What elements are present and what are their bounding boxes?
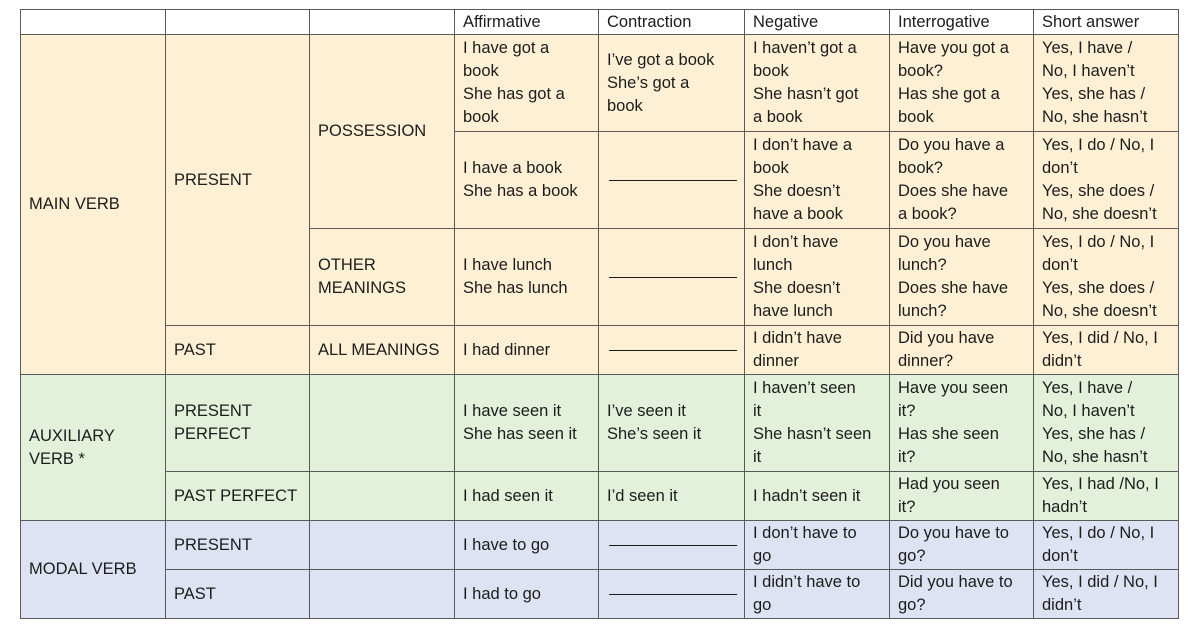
cell-short-answer xyxy=(1034,132,1179,229)
text-line: Do you have a xyxy=(898,136,1005,154)
tense-aux-present-perfect xyxy=(166,375,310,472)
header-contraction: Contraction xyxy=(599,10,745,35)
cell-negative xyxy=(745,326,890,375)
header-blank-meaning xyxy=(310,10,455,35)
text-line: Yes, she does / xyxy=(1042,279,1155,297)
cell-negative xyxy=(745,132,890,229)
cell-short-answer xyxy=(1034,472,1179,521)
text-line: I have lunch xyxy=(463,256,552,274)
cell-contraction-blank xyxy=(599,229,745,326)
text-line: Does she have xyxy=(898,182,1009,200)
cell-contraction-blank xyxy=(599,326,745,375)
meaning-blank xyxy=(310,570,455,619)
text-line: I had to go xyxy=(463,584,541,603)
cell-short-answer xyxy=(1034,375,1179,472)
meaning-blank xyxy=(310,472,455,521)
meaning-all-meanings xyxy=(310,326,455,375)
text-line: it? xyxy=(898,402,916,420)
text-line: I didn’t have to xyxy=(753,573,861,591)
text-line: I have got a xyxy=(463,39,550,57)
text-line: Had you seen xyxy=(898,475,1000,493)
tense-aux-past-perfect xyxy=(166,472,310,521)
text-line: Did you have to xyxy=(898,573,1013,591)
text-line: book xyxy=(898,108,934,126)
cell-short-answer xyxy=(1034,229,1179,326)
tense-modal-past xyxy=(166,570,310,619)
text-line: Does she have xyxy=(898,279,1009,297)
text-line: I have a book xyxy=(463,159,563,177)
text-line: book xyxy=(463,62,499,80)
cell-contraction-blank xyxy=(599,570,745,619)
cell-interrogative xyxy=(890,132,1034,229)
header-blank-tense xyxy=(166,10,310,35)
text-line: I don’t have a xyxy=(753,136,853,154)
text-line: PRESENT PERFECT xyxy=(174,402,252,443)
text-line: have a book xyxy=(753,205,843,223)
group-main-verb: MAIN VERB xyxy=(21,35,166,375)
cell-interrogative xyxy=(890,35,1034,132)
text-line: I didn’t have xyxy=(753,329,842,347)
header-affirmative: Affirmative xyxy=(455,10,599,35)
text-line: She has lunch xyxy=(463,279,568,297)
text-line: Yes, she has / xyxy=(1042,425,1146,443)
text-line: didn’t xyxy=(1042,596,1082,614)
text-line: No, she doesn’t xyxy=(1042,205,1157,223)
text-line: She doesn’t xyxy=(753,182,841,200)
text-line: Yes, she has / xyxy=(1042,85,1146,103)
text-line: PAST PERFECT xyxy=(174,486,298,505)
cell-negative xyxy=(745,570,890,619)
text-line: book xyxy=(463,108,499,126)
text-line: No, I haven’t xyxy=(1042,62,1135,80)
text-line: go xyxy=(753,547,772,565)
text-line: I’ve seen it xyxy=(607,402,686,420)
table-row xyxy=(21,472,1179,521)
text-line: Yes, I do / No, I xyxy=(1042,136,1155,154)
text-line: don’t xyxy=(1042,256,1078,274)
text-line: AUXILIARY VERB * xyxy=(29,426,115,468)
text-line: Do you have xyxy=(898,233,991,251)
text-line: MODAL VERB xyxy=(29,560,137,578)
text-line: Has she got a xyxy=(898,85,1000,103)
text-line: book xyxy=(753,62,789,80)
text-line: go xyxy=(753,596,772,614)
text-line: OTHER MEANINGS xyxy=(318,256,407,297)
text-line: Has she seen xyxy=(898,425,999,443)
text-line: it xyxy=(753,448,762,466)
text-line: lunch xyxy=(753,256,793,274)
text-line: I haven’t got a xyxy=(753,39,857,57)
table-row xyxy=(21,521,1179,570)
tense-modal-present xyxy=(166,521,310,570)
text-line: ALL MEANINGS xyxy=(318,340,440,359)
text-line: a book xyxy=(753,108,803,126)
text-line: I have to go xyxy=(463,535,550,554)
header-short-answer: Short answer xyxy=(1034,10,1179,35)
cell-interrogative xyxy=(890,570,1034,619)
text-line: I have seen it xyxy=(463,402,562,420)
cell-contraction xyxy=(599,375,745,472)
cell-interrogative xyxy=(890,375,1034,472)
cell-affirmative xyxy=(455,375,599,472)
text-line: book xyxy=(753,159,789,177)
text-line: PRESENT xyxy=(174,535,252,554)
cell-negative xyxy=(745,35,890,132)
meaning-blank xyxy=(310,521,455,570)
cell-contraction xyxy=(599,35,745,132)
text-line: I hadn’t seen it xyxy=(753,486,861,505)
cell-short-answer xyxy=(1034,35,1179,132)
text-line: Have you got a xyxy=(898,39,1009,57)
text-line: go? xyxy=(898,596,926,614)
text-line: She hasn’t got xyxy=(753,85,859,103)
group-modal-verb xyxy=(21,521,166,619)
text-line: book? xyxy=(898,159,943,177)
text-line: have lunch xyxy=(753,302,833,320)
cell-negative xyxy=(745,521,890,570)
text-line: I’d seen it xyxy=(607,486,678,505)
meaning-blank xyxy=(310,375,455,472)
header-interrogative: Interrogative xyxy=(890,10,1034,35)
blank-line xyxy=(609,350,737,351)
cell-interrogative xyxy=(890,521,1034,570)
table-row xyxy=(21,326,1179,375)
text-line: Do you have to xyxy=(898,524,1009,542)
text-line: hadn’t xyxy=(1042,498,1087,516)
text-line: She’s seen it xyxy=(607,425,702,443)
text-line: She’s got a xyxy=(607,73,690,92)
blank-line xyxy=(609,277,737,278)
text-line: don’t xyxy=(1042,547,1078,565)
tense-main-present: PRESENT xyxy=(166,35,310,326)
text-line: don’t xyxy=(1042,159,1078,177)
text-line: a book? xyxy=(898,205,957,223)
text-line: I haven’t seen xyxy=(753,379,856,397)
cell-short-answer xyxy=(1034,521,1179,570)
meaning-other-meanings xyxy=(310,229,455,326)
text-line: Did you have xyxy=(898,329,995,347)
text-line: I don’t have to xyxy=(753,524,857,542)
text-line: lunch? xyxy=(898,256,947,274)
cell-affirmative xyxy=(455,472,599,521)
grammar-table xyxy=(20,9,1179,619)
cell-affirmative xyxy=(455,35,599,132)
tense-main-past: PAST xyxy=(166,326,310,375)
cell-affirmative xyxy=(455,229,599,326)
text-line: No, she doesn’t xyxy=(1042,302,1157,320)
text-line: I had seen it xyxy=(463,486,553,505)
text-line: it? xyxy=(898,448,916,466)
cell-negative xyxy=(745,472,890,521)
table-row xyxy=(21,35,1179,132)
text-line: Yes, I have / xyxy=(1042,39,1133,57)
cell-interrogative xyxy=(890,229,1034,326)
text-line: No, she hasn’t xyxy=(1042,108,1148,126)
text-line: it xyxy=(753,402,762,420)
text-line: I had dinner xyxy=(463,340,551,359)
cell-short-answer xyxy=(1034,326,1179,375)
blank-line xyxy=(609,180,737,181)
text-line: I don’t have xyxy=(753,233,839,251)
text-line: Yes, I do / No, I xyxy=(1042,233,1155,251)
text-line: She has got a xyxy=(463,85,565,103)
cell-negative xyxy=(745,375,890,472)
text-line: go? xyxy=(898,547,926,565)
text-line: Have you seen xyxy=(898,379,1009,397)
cell-affirmative xyxy=(455,132,599,229)
text-line: She has seen it xyxy=(463,425,577,443)
group-auxiliary-verb xyxy=(21,375,166,521)
table-row xyxy=(21,570,1179,619)
table-row xyxy=(21,375,1179,472)
text-line: Yes, I have / xyxy=(1042,379,1133,397)
cell-interrogative xyxy=(890,326,1034,375)
meaning-possession: POSSESSION xyxy=(310,35,455,229)
text-line: No, she hasn’t xyxy=(1042,448,1148,466)
cell-contraction xyxy=(599,472,745,521)
cell-contraction-blank xyxy=(599,521,745,570)
text-line: didn’t xyxy=(1042,352,1082,370)
header-negative: Negative xyxy=(745,10,890,35)
text-line: book? xyxy=(898,62,943,80)
cell-affirmative xyxy=(455,521,599,570)
cell-negative xyxy=(745,229,890,326)
text-line: dinner? xyxy=(898,352,954,370)
cell-short-answer xyxy=(1034,570,1179,619)
text-line: PAST xyxy=(174,584,216,603)
header-blank-group xyxy=(21,10,166,35)
blank-line xyxy=(609,594,737,595)
text-line: it? xyxy=(898,498,916,516)
header-row xyxy=(21,10,1179,35)
text-line: She has a book xyxy=(463,182,578,200)
text-line: She hasn’t seen xyxy=(753,425,872,443)
blank-line xyxy=(609,545,737,546)
text-line: Yes, I did / No, I xyxy=(1042,329,1158,347)
text-line: lunch? xyxy=(898,302,947,320)
cell-affirmative xyxy=(455,570,599,619)
text-line: Yes, I had /No, I xyxy=(1042,475,1159,493)
text-line: dinner xyxy=(753,352,799,370)
cell-contraction-blank xyxy=(599,132,745,229)
text-line: She doesn’t xyxy=(753,279,841,297)
text-line: Yes, I do / No, I xyxy=(1042,524,1155,542)
text-line: book xyxy=(607,96,643,115)
cell-affirmative xyxy=(455,326,599,375)
text-line: Yes, she does / xyxy=(1042,182,1155,200)
text-line: I’ve got a book xyxy=(607,50,715,69)
text-line: No, I haven’t xyxy=(1042,402,1135,420)
text-line: Yes, I did / No, I xyxy=(1042,573,1158,591)
cell-interrogative xyxy=(890,472,1034,521)
